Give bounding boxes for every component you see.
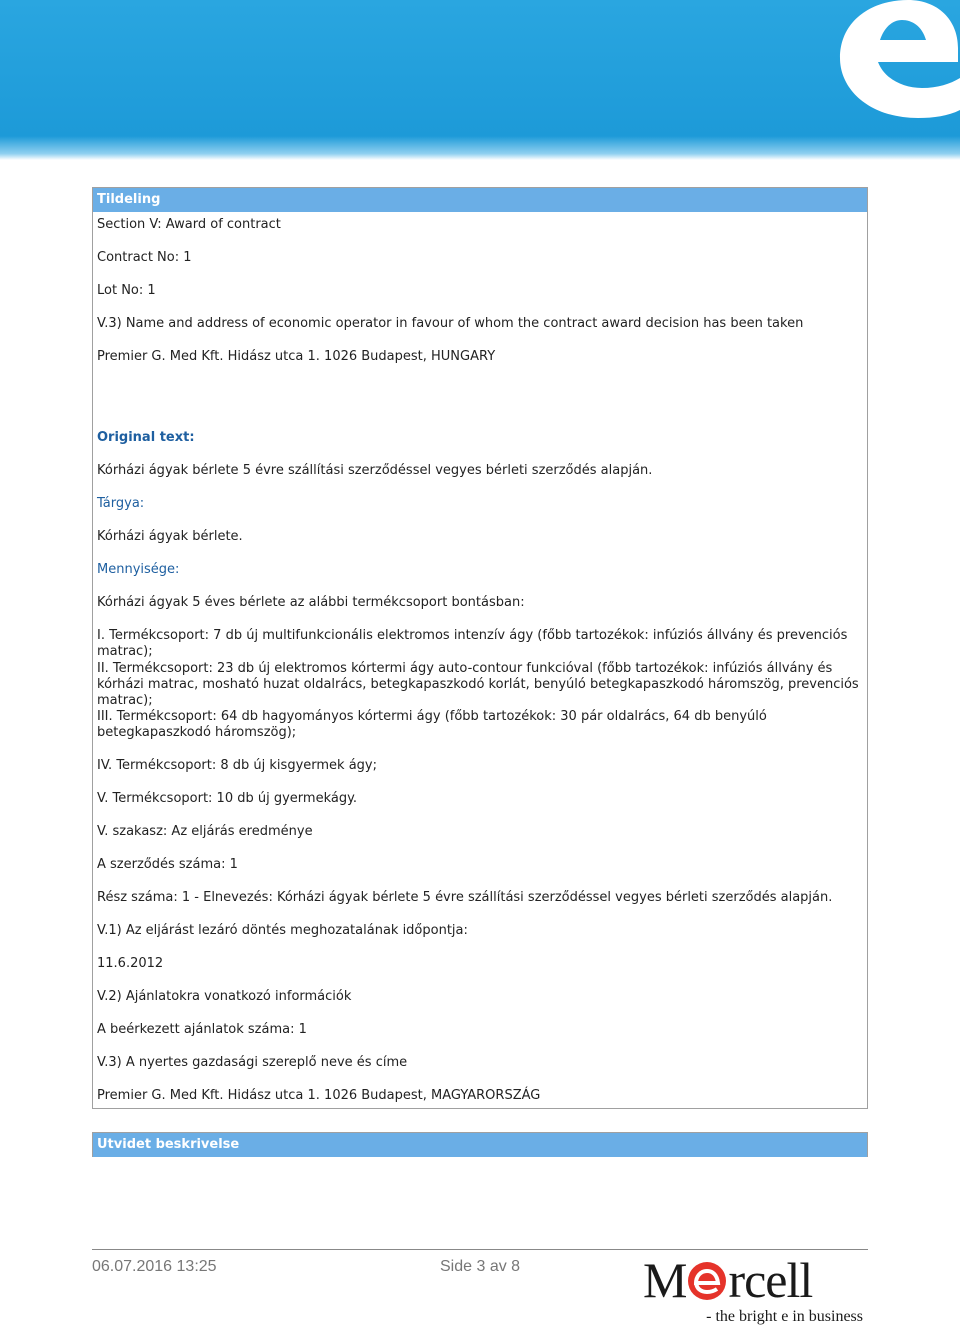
mercell-logo [643,1252,865,1329]
list-item: V.1) Az eljárást lezáró döntés meghozatalának időpontja: [97,923,468,938]
mercell-e-icon [687,1261,727,1301]
operator-heading: V.3) Name and address of economic operator in favour of whom the contract award decision has been taken [97,316,804,331]
list-item: Premier G. Med Kft. Hidász utca 1. 1026 Budapest, MAGYARORSZÁG [97,1088,541,1103]
list-item: II. Termékcsoport: 23 db új elektromos kórtermi ágy auto-contour funkcióval (főbb tartozékok: infúziós állvány és kórházi matrac, mosható huzat oldalrács, betegkapaszkodó korlát, benyúló betegkapaszkodó háromszög, prevenciós matrac); [97,661,859,708]
section-header-utvidet: Utvidet beskrivelse [93,1133,867,1157]
list-item: A beérkezett ajánlatok száma: 1 [97,1022,307,1037]
list-item: Rész száma: 1 - Elnevezés: Kórházi ágyak bérlete 5 évre szállítási szerződéssel vegyes bérleti szerződés alapján. [97,890,833,905]
footer-page-number: Side 3 av 8 [440,1258,521,1275]
footer-date: 06.07.2016 13:25 [92,1258,217,1275]
footer-divider [92,1249,868,1250]
targya-label: Tárgya: [97,496,145,511]
list-item: V.2) Ajánlatokra vonatkozó információk [97,989,352,1004]
mercell-tagline: - the bright e in business [706,1308,863,1325]
list-item: V.3) A nyertes gazdasági szereplő neve és címe [97,1055,408,1070]
original-text-label: Original text: [97,430,195,445]
mercell-wordmark [643,1252,812,1308]
award-section-title: Section V: Award of contract [97,217,281,232]
list-item: I. Termékcsoport: 7 db új multifunkcionális elektromos intenzív ágy (főbb tartozékok: infúziós állvány és prevenciós matrac); [97,628,848,659]
brand-suffix: rcell [728,1252,813,1308]
list-item: 11.6.2012 [97,956,164,971]
contract-no: Contract No: 1 [97,250,192,265]
top-banner [0,0,960,160]
list-item: A szerződés száma: 1 [97,857,238,872]
mennyisege-label: Mennyisége: [97,562,180,577]
list-item: V. Termékcsoport: 10 db új gyermekágy. [97,791,358,806]
list-item: III. Termékcsoport: 64 db hagyományos kórtermi ágy (főbb tartozékok: 30 pár oldalrács, 64 db benyúló betegkapaszkodó háromszög); [97,709,767,740]
list-item: IV. Termékcsoport: 8 db új kisgyermek ágy; [97,758,377,773]
mercell-e-logo-icon [810,0,960,130]
original-intro: Kórházi ágyak bérlete 5 évre szállítási szerződéssel vegyes bérleti szerződés alapján. [97,463,653,478]
tildeling-section [92,187,868,1109]
targya-value: Kórházi ágyak bérlete. [97,529,243,544]
list-item: V. szakasz: Az eljárás eredménye [97,824,313,839]
list-item: Kórházi ágyak 5 éves bérlete az alábbi termékcsoport bontásban: [97,595,525,610]
operator-address: Premier G. Med Kft. Hidász utca 1. 1026 Budapest, HUNGARY [97,349,496,364]
utvidet-section [92,1132,868,1157]
lot-no: Lot No: 1 [97,283,156,298]
section-header-tildeling: Tildeling [93,188,867,212]
brand-prefix: M [643,1252,687,1308]
